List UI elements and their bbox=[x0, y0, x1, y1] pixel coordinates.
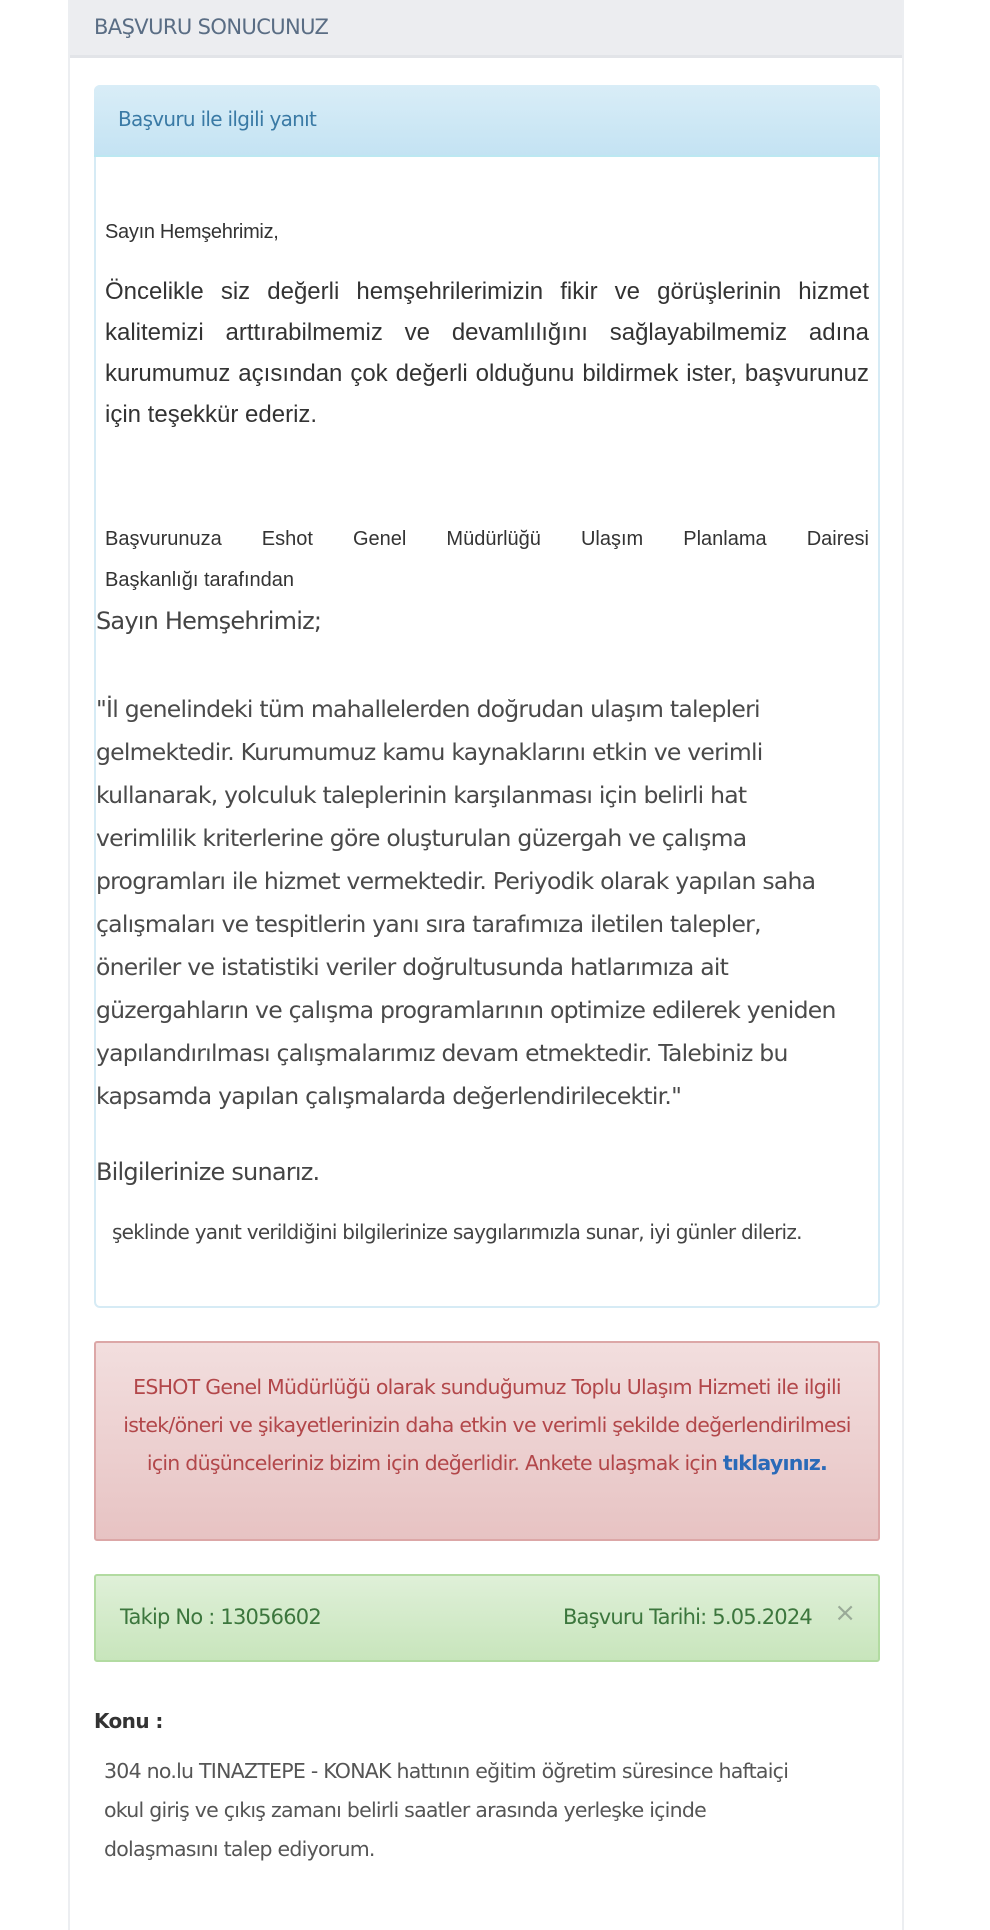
survey-link[interactable]: tıklayınız. bbox=[722, 1451, 828, 1475]
assigned-word: Başvurunuza bbox=[105, 528, 222, 550]
response-line: "İl genelindeki tüm mahallelerden doğrudan ulaşım talepleri bbox=[96, 695, 760, 723]
close-icon[interactable]: × bbox=[834, 1598, 856, 1628]
subject-line: 304 no.lu TINAZTEPE - KONAK hattının eğitim öğretim süresince haftaiçi bbox=[104, 1759, 789, 1783]
assigned-word: Planlama bbox=[683, 528, 767, 550]
subject-text bbox=[104, 1752, 864, 1869]
response-line: yapılandırılması çalışmalarımız devam etmektedir. Talebiniz bu bbox=[96, 1039, 788, 1067]
survey-message: ESHOT Genel Müdürlüğü olarak sunduğumuz Toplu Ulaşım Hizmeti ile ilgili istek/öneri ve şikayetlerinizin daha etkin ve verimli şekilde değerlendirilmesi için düşünceleriniz bizim için değerlidir. Ankete ulaşmak için bbox=[123, 1375, 851, 1475]
subject-label: Konu : bbox=[94, 1709, 163, 1733]
response-closing: Bilgilerinize sunarız. bbox=[96, 1158, 320, 1186]
reply-heading bbox=[94, 85, 880, 157]
response-line: gelmektedir. Kurumumuz kamu kaynaklarını etkin ve verimli bbox=[96, 738, 763, 766]
assigned-word: Eshot bbox=[261, 528, 313, 550]
subject-line: okul giriş ve çıkış zamanı belirli saatler arasında yerleşke içinde bbox=[104, 1798, 706, 1822]
assigned-word: Müdürlüğü bbox=[446, 528, 541, 550]
reply-heading-title: Başvuru ile ilgili yanıt bbox=[118, 107, 317, 131]
final-closing: şeklinde yanıt verildiğini bilgilerinize saygılarımızla sunar, iyi günler dileriz. bbox=[112, 1220, 802, 1244]
assigned-line-1 bbox=[105, 519, 869, 560]
response-line: çalışmaları ve tespitlerin yanı sıra tarafımıza iletilen talepler, bbox=[96, 910, 761, 938]
response-line: verimlilik kriterlerine göre oluşturulan güzergah ve çalışma bbox=[96, 824, 747, 852]
response-line: güzergahların ve çalışma programlarının optimize edilerek yeniden bbox=[96, 996, 836, 1024]
assigned-word: Ulaşım bbox=[580, 528, 644, 550]
result-panel bbox=[68, 0, 904, 1930]
assigned-line-2: Başkanlığı tarafından bbox=[105, 569, 295, 591]
assigned-department-text bbox=[105, 519, 869, 601]
page-title: BAŞVURU SONUCUNUZ bbox=[94, 15, 329, 39]
assigned-word: Dairesi bbox=[806, 528, 869, 550]
response-line: programları ile hizmet vermektedir. Periyodik olarak yapılan saha bbox=[96, 867, 816, 895]
survey-alert bbox=[94, 1341, 880, 1541]
greeting-text: Sayın Hemşehrimiz, bbox=[105, 221, 279, 243]
reply-panel bbox=[94, 85, 880, 1308]
response-quote bbox=[96, 688, 886, 1118]
tracking-alert bbox=[94, 1574, 880, 1662]
application-date: Başvuru Tarihi: 5.05.2024 bbox=[562, 1605, 812, 1629]
panel-header bbox=[70, 0, 902, 58]
response-line: kullanarak, yolculuk taleplerinin karşılanması için belirli hat bbox=[96, 781, 747, 809]
tracking-number: Takip No : 13056602 bbox=[120, 1605, 321, 1629]
response-greeting: Sayın Hemşehrimiz; bbox=[96, 607, 322, 635]
response-line: kapsamda yapılan çalışmalarda değerlendirilecektir." bbox=[96, 1082, 682, 1110]
intro-paragraph: Öncelikle siz değerli hemşehrilerimizin fikir ve görüşlerinin hizmet kalitemizi arttırabilmemiz ve devamlılığını sağlayabilmemiz adına kurumumuz açısından çok değerli olduğunu bildirmek ister, başvurunuz için teşekkür ederiz. bbox=[105, 278, 869, 428]
assigned-word: Genel bbox=[353, 528, 407, 550]
subject-line: dolaşmasını talep ediyorum. bbox=[104, 1837, 375, 1861]
survey-text bbox=[116, 1368, 858, 1482]
response-line: öneriler ve istatistiki veriler doğrultusunda hatlarımıza ait bbox=[96, 953, 729, 981]
